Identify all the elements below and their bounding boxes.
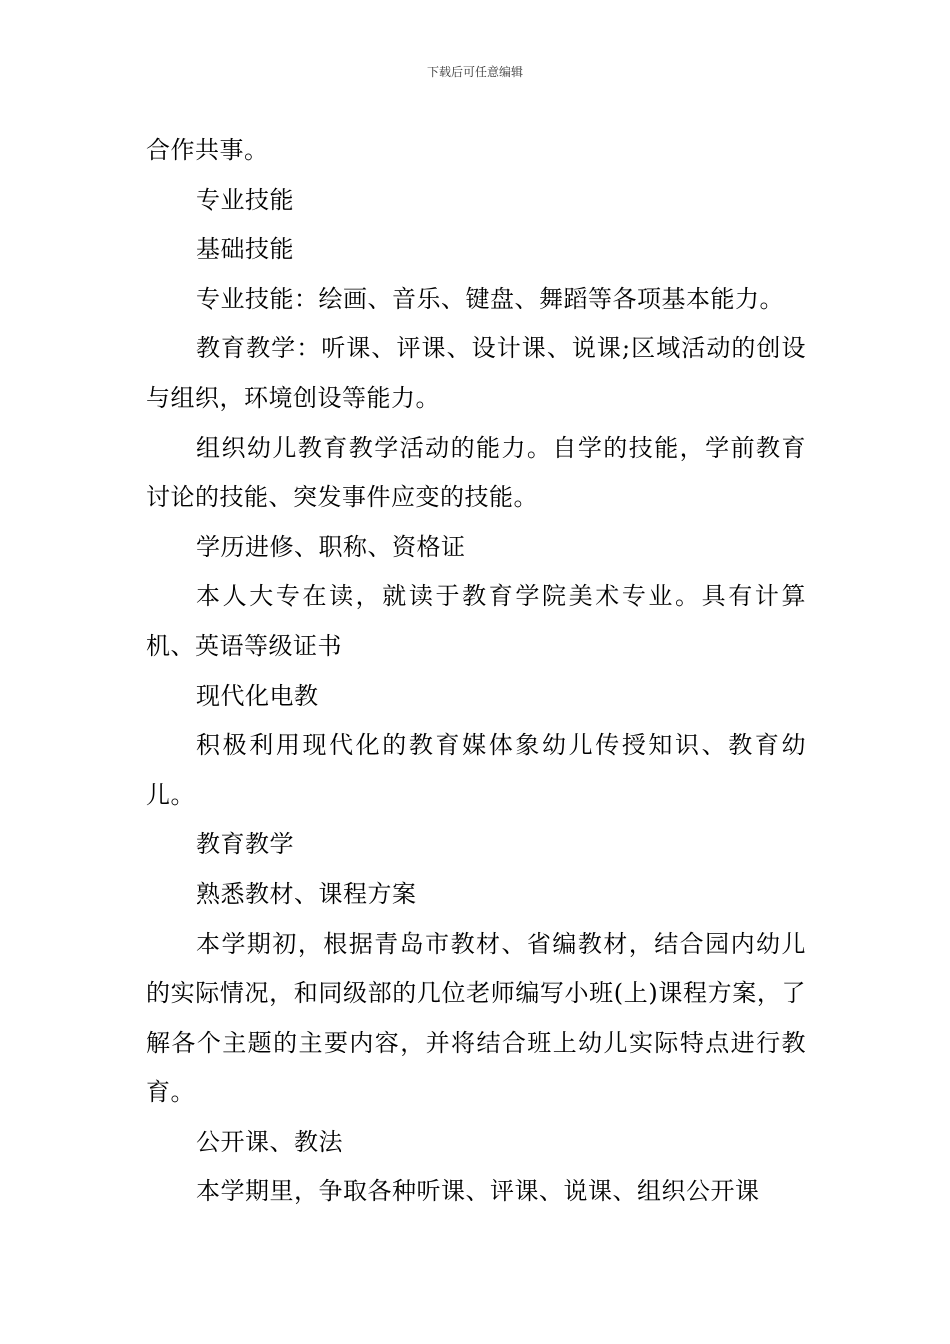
section-heading: 专业技能 [196,185,294,214]
page-header: 下载后可任意编辑 [426,65,523,79]
section-heading: 基础技能 [196,235,294,264]
paragraph: 本学期初，根据青岛市教材、省编教材，结合园内幼儿的实际情况，和同级部的几位老师编写小班(上)课程方案，了解各个主题的主要内容，并将结合班上幼儿实际特点进行教育。 [146,929,806,1107]
paragraph: 组织幼儿教育教学活动的能力。自学的技能，学前教育讨论的技能、突发事件应变的技能。 [146,433,806,512]
paragraph: 本人大专在读，就读于教育学院美术专业。具有计算机、英语等级证书 [146,582,806,660]
section-heading: 熟悉教材、课程方案 [196,879,417,908]
paragraph: 本学期里，争取各种听课、评课、说课、组织公开课 [196,1177,760,1206]
document-body [146,126,806,1217]
paragraph: 合作共事。 [146,136,269,164]
paragraph: 专业技能：绘画、音乐、键盘、舞蹈等各项基本能力。 [196,284,784,313]
section-heading: 学历进修、职称、资格证 [196,532,466,561]
paragraph: 积极利用现代化的教育媒体象幼儿传授知识、教育幼儿。 [146,731,806,809]
paragraph: 教育教学：听课、评课、设计课、说课;区域活动的创设与组织，环境创设等能力。 [146,334,806,412]
section-heading: 公开课、教法 [196,1127,343,1156]
section-heading: 现代化电教 [196,681,319,710]
section-heading: 教育教学 [196,830,294,859]
